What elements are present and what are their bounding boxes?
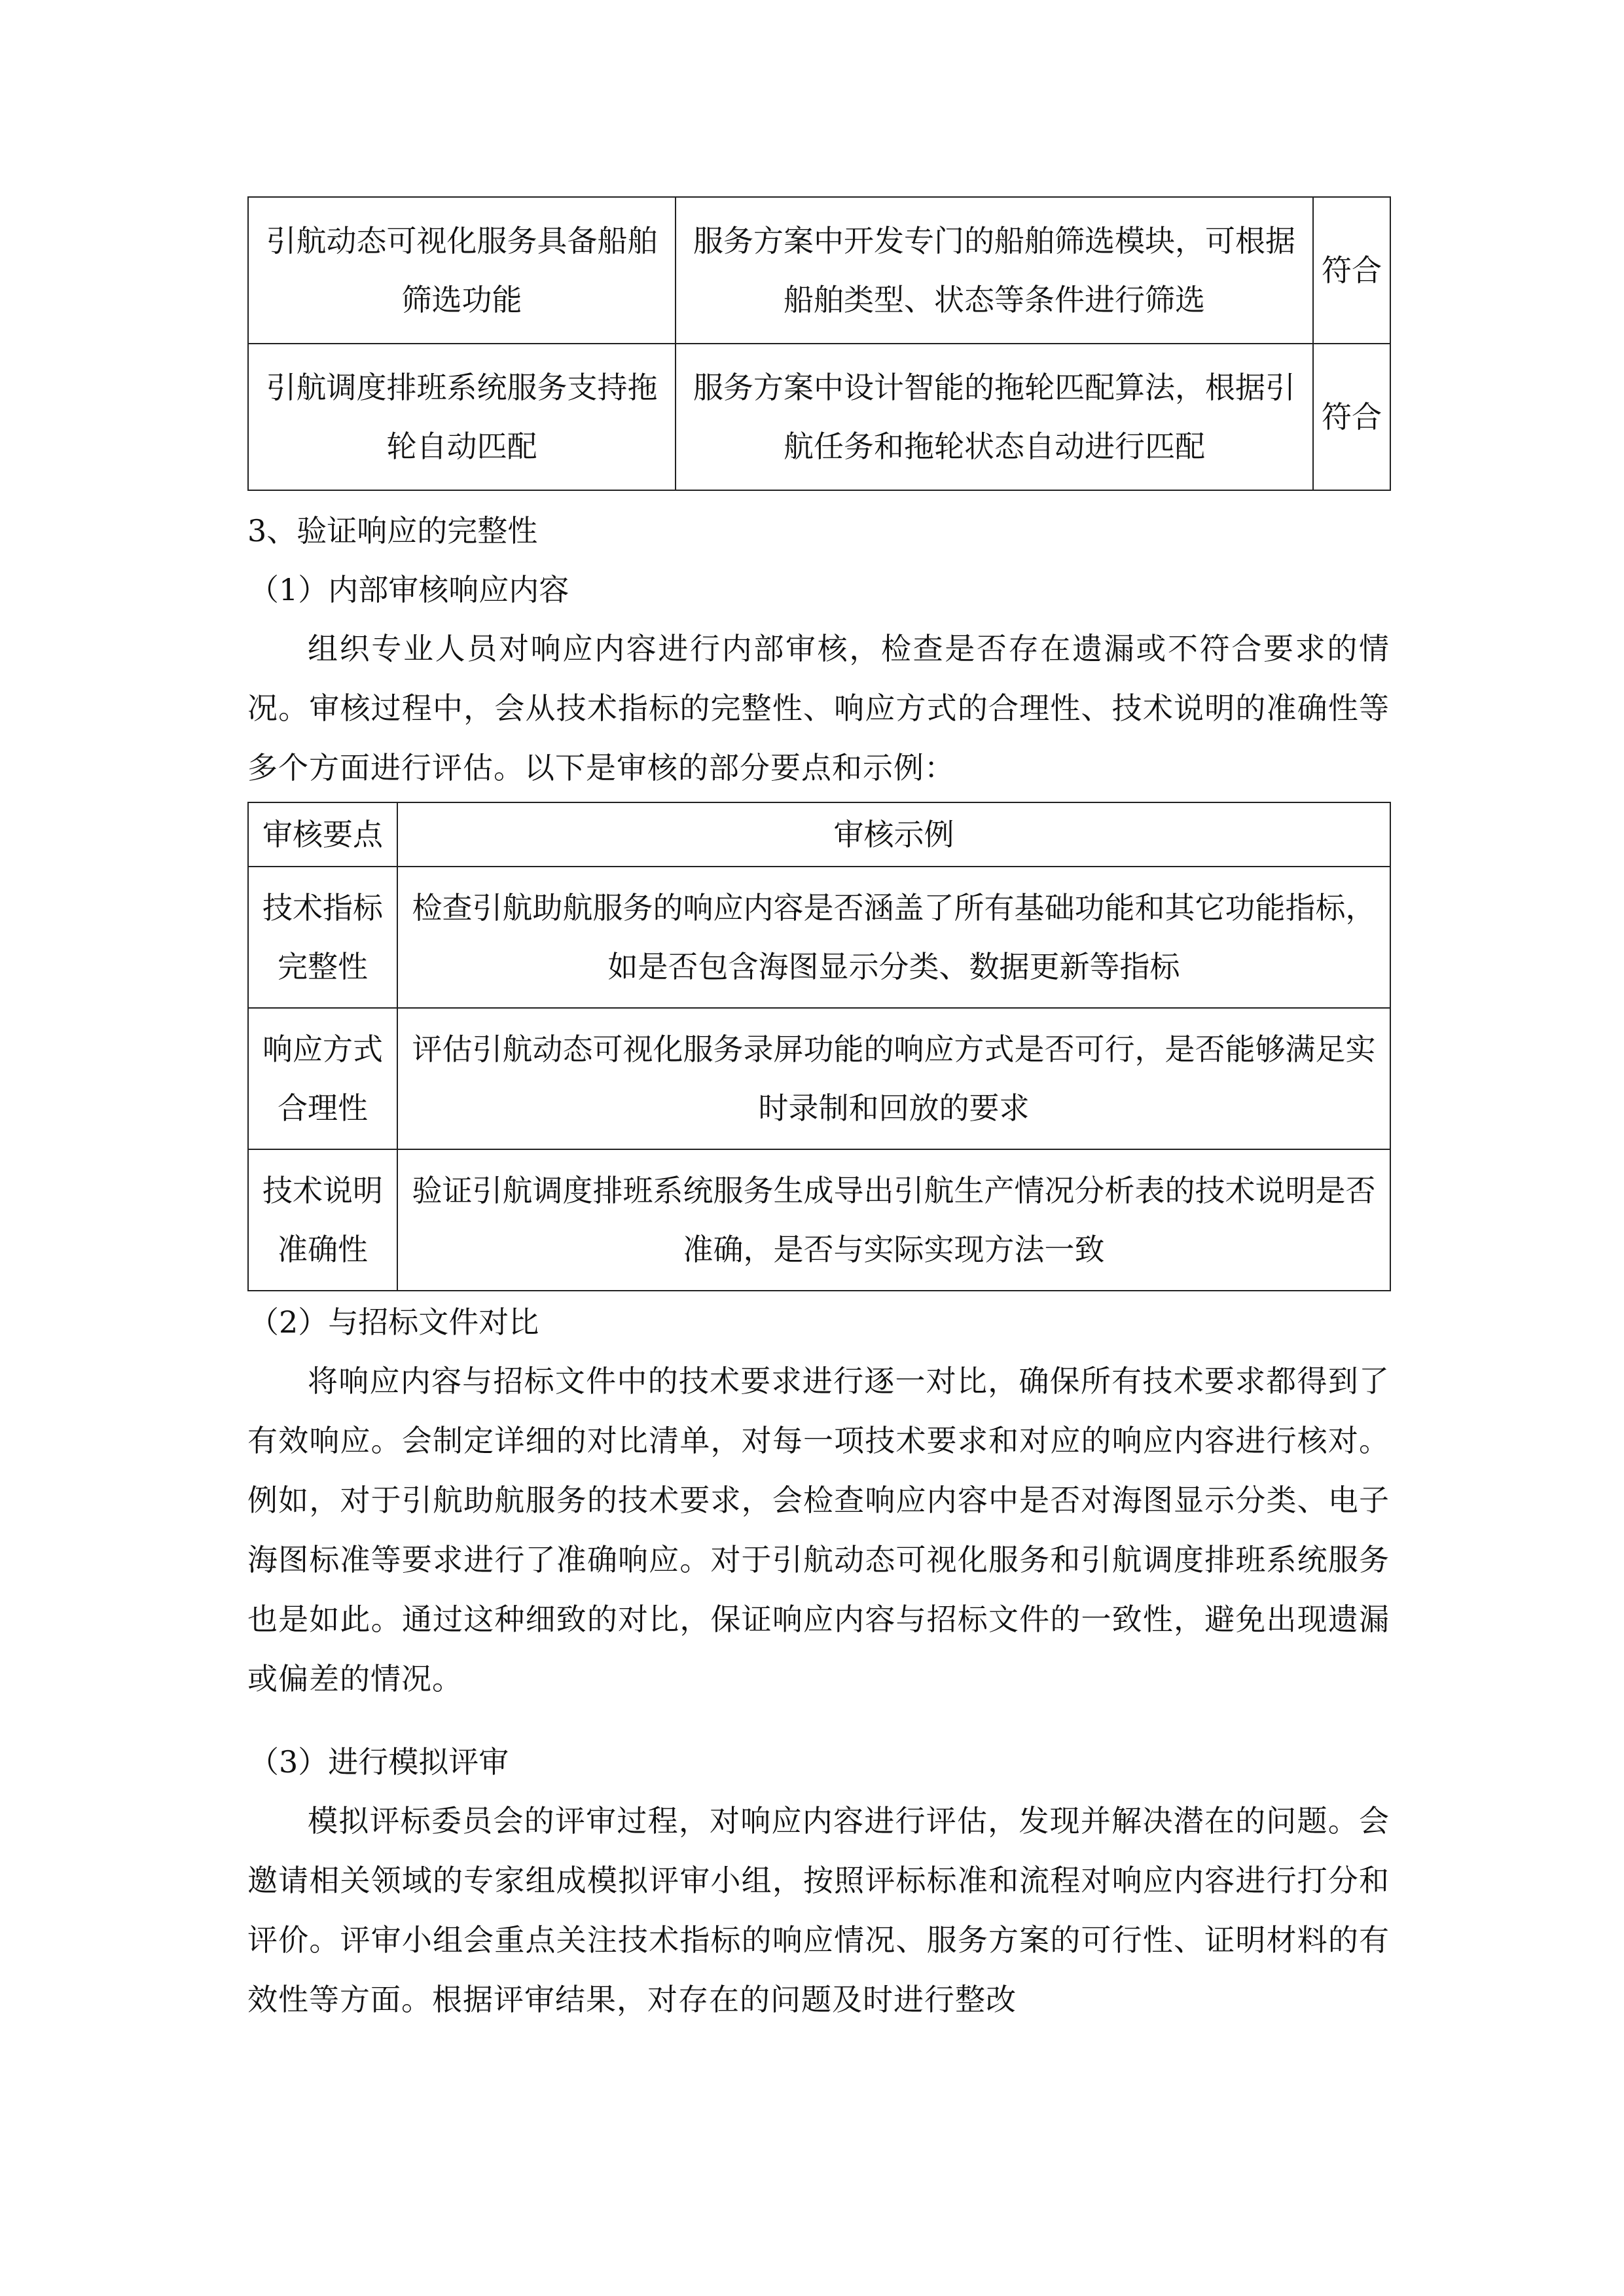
audit-example-cell: 检查引航助航服务的响应内容是否涵盖了所有基础功能和其它功能指标，如是否包含海图显示分类、数据更新等指标 <box>397 867 1390 1008</box>
section-heading: 3、验证响应的完整性 <box>247 513 538 548</box>
table-row <box>248 344 1390 490</box>
audit-point-cell: 技术说明准确性 <box>248 1149 397 1291</box>
result-cell: 符合 <box>1313 197 1390 344</box>
requirement-cell: 引航调度排班系统服务支持拖轮自动匹配 <box>248 344 676 490</box>
column-header: 审核要点 <box>248 802 397 867</box>
audit-table <box>247 802 1391 1291</box>
subsection-heading: （1）内部审核响应内容 <box>249 572 569 607</box>
requirement-cell: 引航动态可视化服务具备船舶筛选功能 <box>248 197 676 344</box>
response-cell: 服务方案中设计智能的拖轮匹配算法，根据引航任务和拖轮状态自动进行匹配 <box>676 344 1313 490</box>
table-row <box>248 867 1390 1008</box>
subsection-heading: （2）与招标文件对比 <box>249 1304 539 1340</box>
table-row <box>248 1008 1390 1149</box>
page-content <box>247 196 1390 2030</box>
paragraph: 组织专业人员对响应内容进行内部审核，检查是否存在遗漏或不符合要求的情况。审核过程中，会从技术指标的完整性、响应方式的合理性、技术说明的准确性等多个方面进行评估。以下是审核的部分要点和示例： <box>247 631 1390 785</box>
table-header-row <box>248 802 1390 867</box>
response-cell: 服务方案中开发专门的船舶筛选模块，可根据船舶类型、状态等条件进行筛选 <box>676 197 1313 344</box>
table-row <box>248 1149 1390 1291</box>
paragraph: 模拟评标委员会的评审过程，对响应内容进行评估，发现并解决潜在的问题。会邀请相关领域的专家组成模拟评审小组，按照评标标准和流程对响应内容进行打分和评价。评审小组会重点关注技术指标的响应情况、服务方案的可行性、证明材料的有效性等方面。根据评审结果，对存在的问题及时进行整改 <box>247 1803 1390 2017</box>
column-header: 审核示例 <box>397 802 1390 867</box>
audit-point-cell: 技术指标完整性 <box>248 867 397 1008</box>
result-cell: 符合 <box>1313 344 1390 490</box>
paragraph: 将响应内容与招标文件中的技术要求进行逐一对比，确保所有技术要求都得到了有效响应。会制定详细的对比清单，对每一项技术要求和对应的响应内容进行核对。例如，对于引航助航服务的技术要求，会检查响应内容中是否对海图显示分类、电子海图标准等要求进行了准确响应。对于引航动态可视化服务和引航调度排班系统服务也是如此。通过这种细致的对比，保证响应内容与招标文件的一致性，避免出现遗漏或偏差的情况。 <box>247 1363 1390 1696</box>
compliance-table <box>247 196 1391 491</box>
table-row <box>248 197 1390 344</box>
subsection-heading: （3）进行模拟评审 <box>249 1744 509 1780</box>
audit-example-cell: 验证引航调度排班系统服务生成导出引航生产情况分析表的技术说明是否准确，是否与实际实现方法一致 <box>397 1149 1390 1291</box>
audit-example-cell: 评估引航动态可视化服务录屏功能的响应方式是否可行，是否能够满足实时录制和回放的要求 <box>397 1008 1390 1149</box>
audit-point-cell: 响应方式合理性 <box>248 1008 397 1149</box>
